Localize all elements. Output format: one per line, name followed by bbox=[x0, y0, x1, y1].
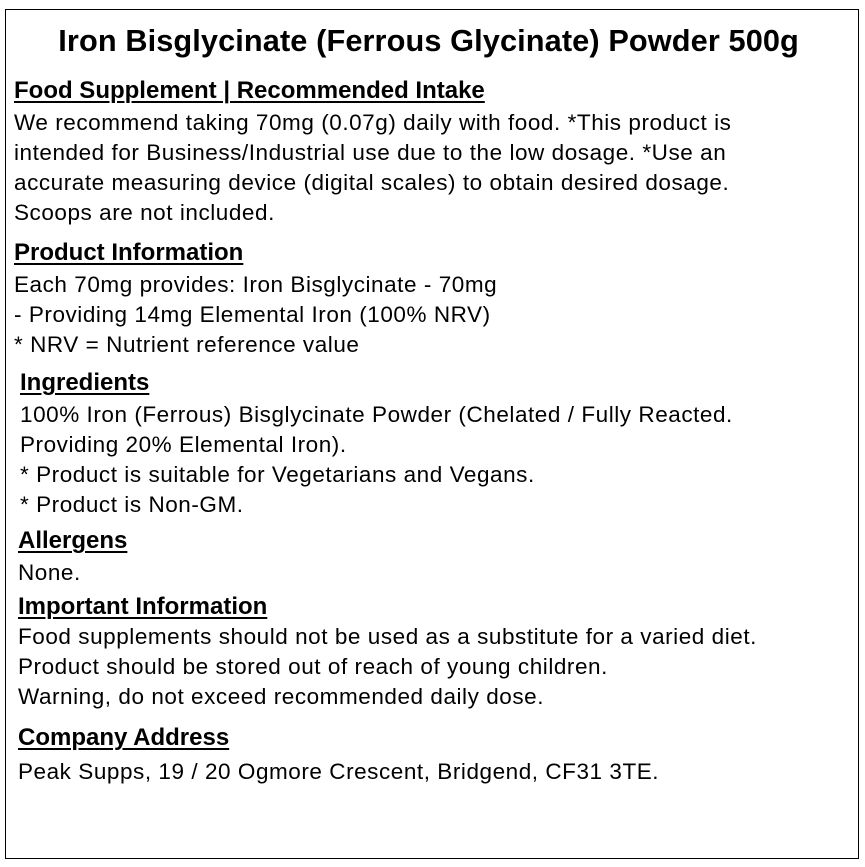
company-address: Peak Supps, 19 / 20 Ogmore Crescent, Bridgend, CF31 3TE. bbox=[18, 759, 660, 784]
ingredients-line: 100% Iron (Ferrous) Bisglycinate Powder (Chelated / Fully Reacted. bbox=[20, 402, 733, 427]
product-info-line: Each 70mg provides: Iron Bisglycinate - 70mg bbox=[14, 272, 498, 297]
important-line: Food supplements should not be used as a substitute for a varied diet. bbox=[18, 624, 757, 649]
intake-line: Scoops are not included. bbox=[14, 200, 275, 225]
ingredients-line: Providing 20% Elemental Iron). bbox=[20, 432, 347, 457]
ingredients-heading: Ingredients bbox=[20, 369, 150, 396]
intake-heading: Food Supplement | Recommended Intake bbox=[14, 77, 485, 104]
product-info-line: - Providing 14mg Elemental Iron (100% NRV) bbox=[14, 302, 491, 327]
product-title: Iron Bisglycinate (Ferrous Glycinate) Powder 500g bbox=[58, 23, 799, 58]
important-heading: Important Information bbox=[18, 593, 268, 620]
intake-line: accurate measuring device (digital scales) to obtain desired dosage. bbox=[14, 170, 730, 195]
ingredients-line: * Product is suitable for Vegetarians and Vegans. bbox=[20, 462, 535, 487]
intake-line: intended for Business/Industrial use due to the low dosage. *Use an bbox=[14, 140, 727, 165]
ingredients-line: * Product is Non-GM. bbox=[20, 492, 244, 517]
product-info-line: * NRV = Nutrient reference value bbox=[14, 332, 360, 357]
allergens-heading: Allergens bbox=[18, 527, 128, 554]
important-line: Product should be stored out of reach of young children. bbox=[18, 654, 608, 679]
company-heading: Company Address bbox=[18, 724, 230, 751]
product-info-heading: Product Information bbox=[14, 239, 244, 266]
intake-line: We recommend taking 70mg (0.07g) daily with food. *This product is bbox=[14, 110, 732, 135]
allergens-line: None. bbox=[18, 560, 81, 585]
important-line: Warning, do not exceed recommended daily dose. bbox=[18, 684, 545, 709]
